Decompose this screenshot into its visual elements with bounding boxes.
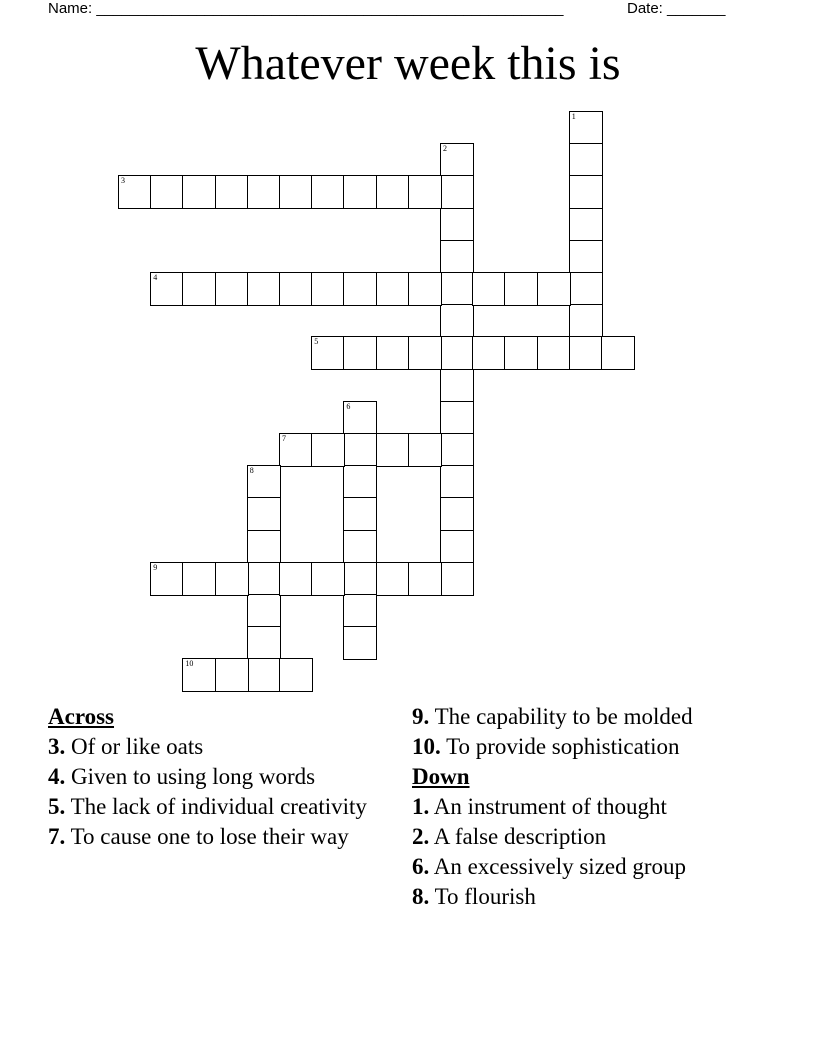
grid-cell[interactable]	[247, 530, 281, 564]
grid-cell[interactable]	[569, 336, 603, 370]
grid-cell[interactable]	[247, 272, 281, 306]
grid-cell[interactable]	[343, 594, 377, 628]
grid-cell[interactable]	[343, 497, 377, 531]
grid-cell[interactable]	[472, 272, 506, 306]
cell-number: 10	[185, 659, 194, 669]
grid-cell[interactable]	[343, 175, 377, 209]
grid-cell[interactable]	[118, 175, 152, 209]
grid-cell[interactable]	[440, 208, 474, 242]
grid-cell[interactable]	[247, 562, 281, 596]
grid-cell[interactable]	[440, 304, 474, 338]
clue-number: 9.	[412, 704, 430, 729]
grid-cell[interactable]	[343, 401, 377, 435]
grid-cell[interactable]	[343, 562, 377, 596]
clues-column-right	[412, 704, 752, 914]
clue-text: To cause one to lose their way	[65, 824, 349, 849]
grid-cell[interactable]	[182, 175, 216, 209]
across-clue	[412, 704, 752, 730]
across-heading: Across	[48, 704, 115, 729]
grid-cell[interactable]	[440, 401, 474, 435]
grid-cell[interactable]	[440, 530, 474, 564]
grid-cell[interactable]	[150, 272, 184, 306]
grid-cell[interactable]	[440, 433, 474, 467]
name-field-line[interactable]: Name: ________________________________________________________	[48, 0, 564, 17]
cell-number: 3	[121, 176, 125, 186]
down-clue	[412, 854, 752, 880]
grid-cell[interactable]	[376, 336, 410, 370]
grid-cell[interactable]	[537, 272, 571, 306]
grid-cell[interactable]	[150, 175, 184, 209]
grid-cell[interactable]	[376, 272, 410, 306]
cell-number: 5	[314, 337, 319, 347]
grid-cell[interactable]	[601, 336, 635, 370]
cell-number: 8	[249, 466, 254, 476]
grid-cell[interactable]	[247, 658, 281, 692]
grid-cell[interactable]	[440, 465, 474, 499]
grid-cell[interactable]	[311, 272, 345, 306]
clue-text: The lack of individual creativity	[65, 794, 367, 819]
grid-cell[interactable]	[215, 272, 249, 306]
grid-cell[interactable]	[440, 369, 474, 403]
grid-cell[interactable]	[215, 658, 249, 692]
grid-cell[interactable]	[343, 336, 377, 370]
across-clue	[48, 764, 378, 790]
grid-cell[interactable]	[440, 497, 474, 531]
grid-cell[interactable]	[408, 433, 442, 467]
grid-cell[interactable]	[215, 562, 249, 596]
grid-cell[interactable]	[569, 111, 603, 145]
grid-cell[interactable]	[311, 562, 345, 596]
grid-cell[interactable]	[279, 433, 313, 467]
grid-cell[interactable]	[279, 658, 313, 692]
cell-number: 6	[346, 401, 351, 411]
clue-text: A false description	[429, 824, 607, 849]
clue-number: 10.	[412, 734, 441, 759]
cell-number: 2	[443, 144, 447, 154]
cell-number: 7	[282, 434, 286, 443]
clue-number: 8.	[412, 884, 430, 909]
grid-cell[interactable]	[343, 626, 377, 660]
date-field-line[interactable]: Date: _______	[627, 0, 726, 17]
grid-cell[interactable]	[440, 336, 474, 370]
down-clue	[412, 824, 752, 850]
clue-text: An excessively sized group	[429, 854, 687, 879]
grid-cell[interactable]	[247, 175, 281, 209]
grid-cell[interactable]	[279, 562, 313, 596]
grid-cell[interactable]	[440, 562, 474, 596]
clue-number: 1.	[412, 794, 430, 819]
grid-cell[interactable]	[472, 336, 506, 370]
grid-cell[interactable]	[440, 143, 474, 177]
down-clue	[412, 884, 752, 910]
grid-cell[interactable]	[279, 175, 313, 209]
grid-cell[interactable]	[408, 562, 442, 596]
grid-cell[interactable]	[311, 336, 345, 370]
grid-cell[interactable]	[343, 272, 377, 306]
grid-cell[interactable]	[150, 562, 184, 596]
grid-cell[interactable]	[569, 143, 603, 177]
grid-cell[interactable]	[537, 336, 571, 370]
cell-number: 9	[153, 562, 158, 572]
clue-number: 3.	[48, 734, 66, 759]
grid-cell[interactable]	[504, 336, 538, 370]
clue-text: To flourish	[429, 884, 536, 909]
grid-cell[interactable]	[569, 272, 603, 306]
across-clue	[412, 734, 752, 760]
grid-cell[interactable]	[247, 497, 281, 531]
grid-cell[interactable]	[376, 562, 410, 596]
cell-number: 1	[571, 112, 576, 121]
clues-column-left	[48, 704, 378, 854]
grid-cell[interactable]	[311, 433, 345, 467]
grid-cell[interactable]	[408, 272, 442, 306]
grid-cell[interactable]	[376, 433, 410, 467]
grid-cell[interactable]	[569, 304, 603, 338]
cell-number: 4	[153, 273, 158, 282]
grid-cell[interactable]	[343, 530, 377, 564]
grid-cell[interactable]	[376, 175, 410, 209]
grid-cell[interactable]	[311, 175, 345, 209]
clue-text: Given to using long words	[65, 764, 316, 789]
clue-number: 6.	[412, 854, 430, 879]
grid-cell[interactable]	[569, 208, 603, 242]
across-clue	[48, 794, 378, 820]
grid-cell[interactable]	[182, 562, 216, 596]
down-heading: Down	[412, 764, 470, 789]
clue-number: 4.	[48, 764, 66, 789]
grid-cell[interactable]	[182, 658, 216, 692]
grid-cell[interactable]	[408, 175, 442, 209]
grid-cell[interactable]	[440, 272, 474, 306]
grid-cell[interactable]	[247, 465, 281, 499]
grid-cell[interactable]	[343, 433, 377, 467]
grid-cell[interactable]	[569, 240, 603, 274]
clue-text: An instrument of thought	[429, 794, 667, 819]
across-clue	[48, 824, 378, 850]
grid-cell[interactable]	[247, 594, 281, 628]
clue-number: 5.	[48, 794, 66, 819]
grid-cell[interactable]	[569, 175, 603, 209]
grid-cell[interactable]	[247, 626, 281, 660]
grid-cell[interactable]	[408, 336, 442, 370]
across-clue	[48, 734, 378, 760]
down-clue	[412, 794, 752, 820]
grid-cell[interactable]	[279, 272, 313, 306]
page-title: Whatever week this is	[195, 37, 621, 90]
clue-text: The capability to be molded	[429, 704, 693, 729]
clue-text: To provide sophistication	[440, 734, 680, 759]
grid-cell[interactable]	[182, 272, 216, 306]
clue-number: 7.	[48, 824, 66, 849]
grid-cell[interactable]	[343, 465, 377, 499]
grid-cell[interactable]	[504, 272, 538, 306]
grid-cell[interactable]	[440, 240, 474, 274]
grid-cell[interactable]	[215, 175, 249, 209]
clue-text: Of or like oats	[65, 734, 204, 759]
grid-cell[interactable]	[440, 175, 474, 209]
clue-number: 2.	[412, 824, 430, 849]
